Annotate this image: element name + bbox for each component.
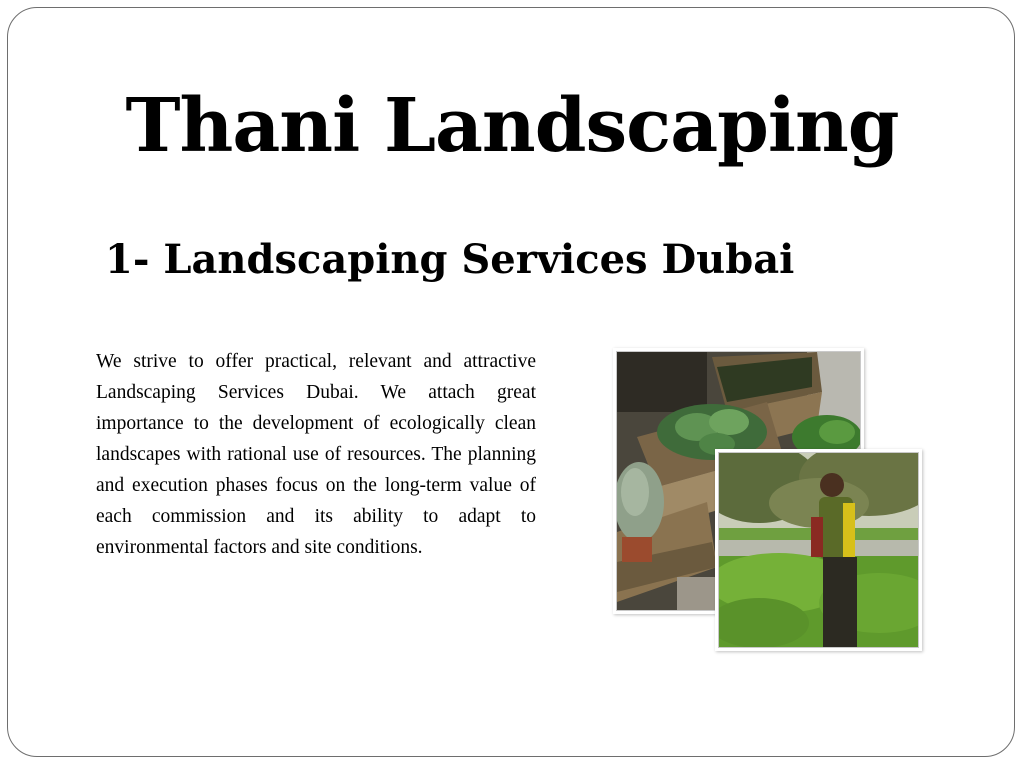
slide-subtitle: 1- Landscaping Services Dubai — [105, 236, 795, 283]
gardener-photo — [718, 452, 919, 648]
body-paragraph: We strive to offer practical, relevant and attractive Landscaping Services Dubai. We attach great importance to the development of ecologically clean landscapes with rational use of resources. The planning and execution phases focus on the long-term value of each commission and its ability to adapt to environmental factors and site conditions. — [96, 351, 536, 558]
slide-title: Thani Landscaping — [125, 83, 899, 169]
gardener-trimming-hedge-image — [719, 453, 918, 647]
